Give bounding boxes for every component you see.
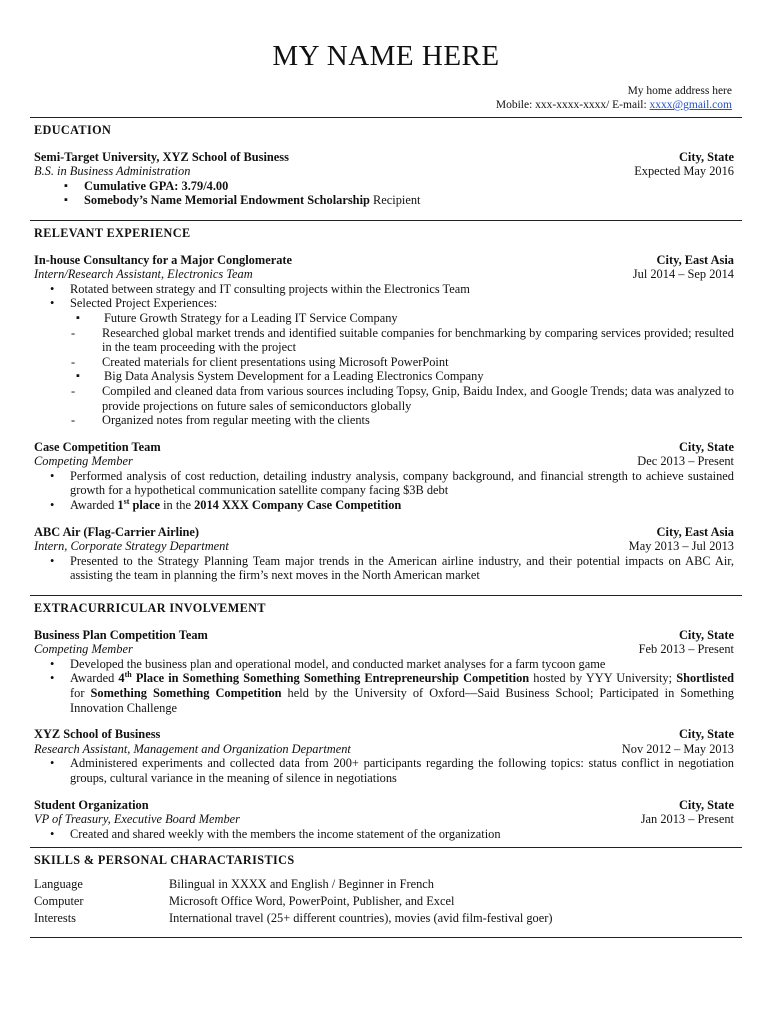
extracurricular-entry bbox=[34, 727, 734, 785]
location: City, East Asia bbox=[656, 524, 734, 539]
experience-entry bbox=[34, 440, 734, 513]
detail-list bbox=[64, 384, 734, 428]
school-name: Semi-Target University, XYZ School of Business bbox=[34, 149, 289, 164]
date-range: May 2013 – Jul 2013 bbox=[628, 539, 734, 554]
list-item: - Created materials for client presentations using Microsoft PowerPoint bbox=[34, 355, 734, 370]
scholarship-name: Somebody’s Name Memorial Endowment Scholarship bbox=[84, 193, 370, 208]
shortlisted: Shortlisted bbox=[676, 671, 735, 686]
award-prefix: Awarded bbox=[70, 671, 119, 686]
skill-label: Language bbox=[34, 876, 83, 891]
role: Competing Member bbox=[34, 642, 133, 657]
skills-table bbox=[34, 876, 734, 927]
skill-label: Interests bbox=[34, 910, 76, 925]
bullet-list bbox=[34, 657, 734, 715]
list-item: - Organized notes from regular meeting with the clients bbox=[34, 413, 734, 428]
award-rank bbox=[117, 498, 160, 512]
list-item-text: Selected Project Experiences: bbox=[70, 296, 218, 311]
award-place: place bbox=[129, 498, 160, 513]
table-row bbox=[34, 910, 734, 927]
organization: Business Plan Competition Team bbox=[34, 627, 208, 642]
organization: Student Organization bbox=[34, 797, 149, 812]
list-item: • Presented to the Strategy Planning Team major trends in the American airline industry, and their potential impacts on ABC Air, assisting the team in planning the firm’s next moves in the North American market bbox=[34, 554, 734, 583]
role: VP of Treasury, Executive Board Member bbox=[34, 812, 241, 827]
entry-subheader bbox=[34, 164, 734, 179]
entry-header bbox=[34, 440, 734, 455]
list-item: - Researched global market trends and identified suitable companies for benchmarking by comparing services provided; resulted in the team proceeding with the project bbox=[34, 326, 734, 355]
bullet-list bbox=[34, 282, 734, 311]
location: City, State bbox=[678, 727, 734, 742]
experience-entry bbox=[34, 525, 734, 583]
role: Research Assistant, Management and Organization Department bbox=[34, 741, 351, 756]
contact-block bbox=[30, 84, 742, 112]
detail-list bbox=[64, 326, 734, 370]
role: Intern/Research Assistant, Electronics Team bbox=[34, 267, 253, 282]
section-title: RELEVANT EXPERIENCE bbox=[34, 225, 191, 240]
role: Competing Member bbox=[34, 454, 133, 469]
entry-subheader bbox=[34, 812, 734, 827]
location: City, State bbox=[678, 627, 734, 642]
award-ordinal: th bbox=[124, 670, 132, 680]
extracurricular-entry bbox=[34, 628, 734, 716]
list-item: • Created and shared weekly with the members the income statement of the organization bbox=[34, 827, 734, 842]
award-rank bbox=[118, 671, 164, 685]
extracurricular-section bbox=[30, 595, 742, 841]
list-item bbox=[34, 671, 734, 715]
table-row bbox=[34, 876, 734, 893]
section-title: EDUCATION bbox=[34, 123, 112, 137]
organization: In-house Consultancy for a Major Conglomerate bbox=[34, 252, 293, 267]
award-prefix: Awarded bbox=[70, 498, 118, 513]
organization: Case Competition Team bbox=[34, 439, 161, 454]
bullet-list bbox=[34, 554, 734, 583]
list-item: - Compiled and cleaned data from various sources including Topsy, Gnip, Baidu Index, and Google Trends; data was analyzed to provide projections on future sales of semiconductors globally bbox=[34, 384, 734, 413]
award-number: 4 bbox=[118, 671, 125, 686]
skill-value: Bilingual in XXXX and English / Beginner in French bbox=[169, 876, 434, 891]
bullet-list bbox=[34, 827, 734, 842]
entry-subheader bbox=[34, 267, 734, 282]
experience-section bbox=[30, 220, 742, 583]
date-range: Nov 2012 – May 2013 bbox=[621, 741, 734, 756]
list-item: • Rotated between strategy and IT consulting projects within the Electronics Team bbox=[34, 282, 734, 297]
list-item: • Performed analysis of cost reduction, detailing industry analysis, company background, and financial strength to achieve sustained growth for a hypothetical communication satellite company facing $3B debt bbox=[34, 469, 734, 498]
entry-header bbox=[34, 798, 734, 813]
entry-header bbox=[34, 525, 734, 540]
entry-subheader bbox=[34, 454, 734, 469]
education-entry bbox=[34, 150, 734, 208]
location: City, State bbox=[678, 797, 734, 812]
degree: B.S. in Business Administration bbox=[34, 164, 191, 179]
resume-page bbox=[30, 38, 742, 938]
mobile-email-line bbox=[30, 98, 732, 112]
role: Intern, Corporate Strategy Department bbox=[34, 539, 229, 554]
organization: ABC Air (Flag-Carrier Airline) bbox=[34, 524, 200, 539]
competition-name-2: Something Something Competition bbox=[90, 686, 282, 700]
list-item: ▪ Big Data Analysis System Development for a Leading Electronics Company bbox=[34, 369, 734, 384]
date-range: Jan 2013 – Present bbox=[640, 812, 734, 827]
location: City, State bbox=[678, 439, 734, 454]
location: City, East Asia bbox=[656, 252, 734, 267]
table-row bbox=[34, 893, 734, 910]
date-range: Dec 2013 – Present bbox=[637, 454, 734, 469]
bullet-list bbox=[34, 469, 734, 513]
entry-header bbox=[34, 253, 734, 268]
education-bullets bbox=[34, 179, 734, 208]
section-title: SKILLS & PERSONAL CHARACTARISTICS bbox=[34, 853, 295, 868]
list-item: • Administered experiments and collected data from 200+ participants regarding the following topics: status conflict in negotiation groups, cultural variance in the meaning of silence in negotiations bbox=[34, 756, 734, 785]
list-item: • Developed the business plan and operational model, and conducted market analyses for a farm tycoon game bbox=[34, 657, 734, 672]
held-text: held by the University of Oxford—Said Business School; Participated in Something Innovation Challenge bbox=[70, 686, 734, 715]
entry-header bbox=[34, 727, 734, 742]
resume-name: MY NAME HERE bbox=[272, 40, 500, 72]
date-range: Jul 2014 – Sep 2014 bbox=[632, 267, 734, 282]
award-mid: in the bbox=[160, 498, 195, 513]
award-place: Place bbox=[131, 671, 165, 686]
education-section bbox=[30, 117, 742, 208]
list-item bbox=[34, 498, 734, 513]
mobile-email-label: Mobile: xxx-xxxx-xxxx/ E-mail: bbox=[495, 99, 650, 111]
section-title: EXTRACURRICULAR INVOLVEMENT bbox=[34, 601, 266, 616]
award-number: 1 bbox=[117, 498, 124, 513]
award-in: in bbox=[164, 671, 183, 686]
project-list bbox=[34, 369, 734, 384]
entry-subheader bbox=[34, 642, 734, 657]
scholarship-suffix: Recipient bbox=[369, 193, 421, 208]
entry-header bbox=[34, 150, 734, 165]
skills-section bbox=[30, 847, 742, 938]
list-item: ▪ Future Growth Strategy for a Leading IT Service Company bbox=[34, 311, 734, 326]
date-range: Feb 2013 – Present bbox=[638, 642, 734, 657]
list-item bbox=[34, 296, 734, 311]
award-ordinal: st bbox=[123, 496, 130, 506]
home-address: My home address here bbox=[627, 85, 732, 97]
entry-subheader bbox=[34, 742, 734, 757]
school-location: City, State bbox=[678, 149, 734, 164]
entry-header bbox=[34, 628, 734, 643]
host-text: hosted by YYY University; bbox=[529, 671, 677, 686]
experience-entry bbox=[34, 253, 734, 428]
project-list bbox=[34, 311, 734, 326]
skill-value: International travel (25+ different countries), movies (avid film-festival goer) bbox=[169, 910, 553, 925]
entry-subheader bbox=[34, 539, 734, 554]
list-item bbox=[34, 193, 734, 208]
bullet-list bbox=[34, 756, 734, 785]
gpa: Cumulative GPA: 3.79/4.00 bbox=[84, 178, 229, 193]
graduation-date: Expected May 2016 bbox=[634, 164, 734, 179]
for-text: for bbox=[70, 686, 91, 700]
list-item bbox=[34, 179, 734, 194]
skill-value: Microsoft Office Word, PowerPoint, Publisher, and Excel bbox=[169, 893, 455, 908]
extracurricular-entry bbox=[34, 798, 734, 842]
competition-name: Something Something Something Entrepreneurship Competition bbox=[182, 671, 530, 686]
skill-label: Computer bbox=[34, 893, 84, 908]
organization: XYZ School of Business bbox=[34, 727, 161, 742]
competition-name: 2014 XXX Company Case Competition bbox=[194, 498, 402, 513]
email-link[interactable]: xxxx@gmail.com bbox=[649, 99, 732, 111]
